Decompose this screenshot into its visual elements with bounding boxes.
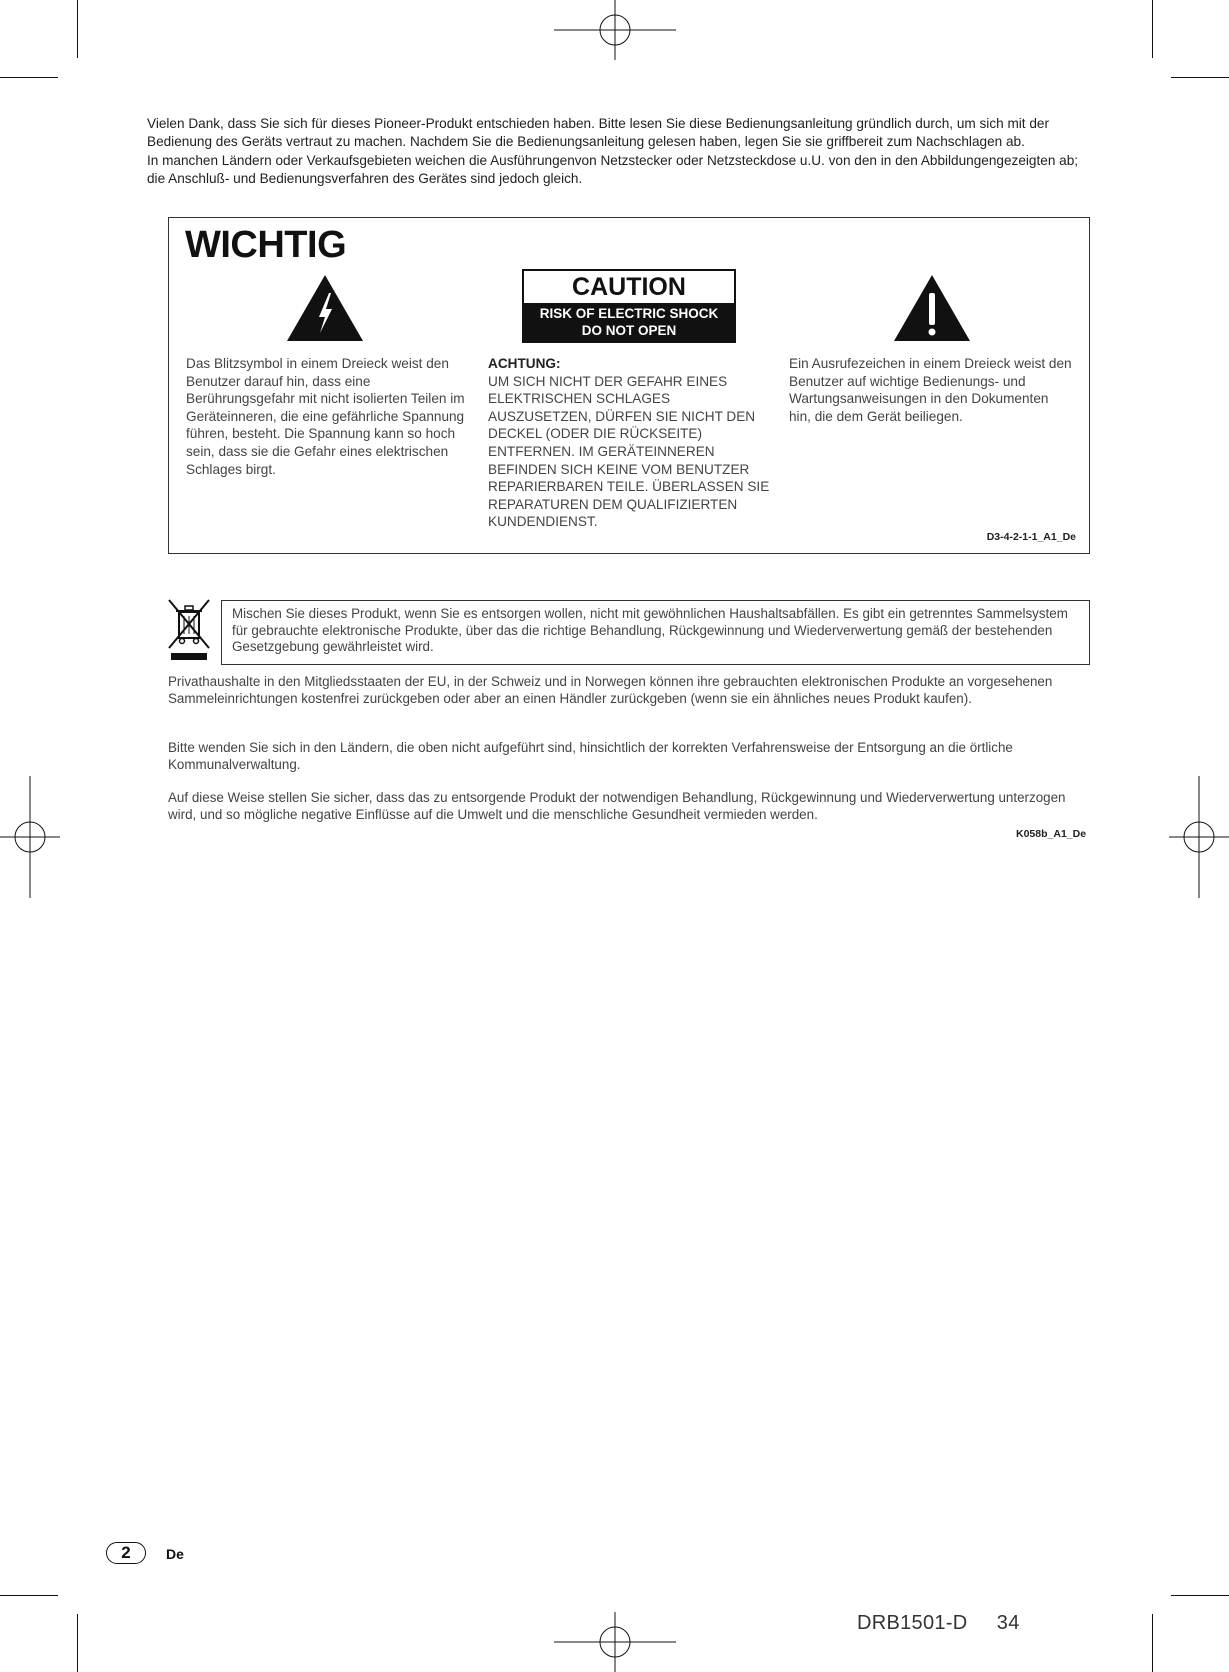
crop-mark bbox=[0, 1595, 58, 1596]
achtung-text: UM SICH NICHT DER GEFAHR EINES ELEKTRISCHEN SCHLAGES AUSZUSETZEN, DÜRFEN SIE NICHT DEN DECKEL (ODER DIE RÜCKSEITE) ENTFERNEN. IM GERÄTEINNEREN BEFINDEN SICH KEINE VOM BENUTZER REPARIERBAREN TEILE. ÜBERLASSEN SIE REPARATUREN DEM QUALIFIZIERTEN KUNDENDIENST. bbox=[488, 373, 770, 530]
disposal-paragraph-2: Bitte wenden Sie sich in den Ländern, die oben nicht aufgeführt sind, hinsichtlich der korrekten Verfahrensweise der Entsorgung an die örtliche Kommunalverwaltung. bbox=[168, 740, 1013, 772]
page-number: 2 bbox=[106, 1542, 146, 1564]
crop-mark bbox=[1152, 0, 1153, 58]
intro-paragraph-1: Vielen Dank, dass Sie sich für dieses Pioneer-Produkt entschieden haben. Bitte lesen Sie diese Bedienungsanleitung gründlich durch, um sich mit der Bedienung des Geräts vertraut zu machen. Nachdem Sie die Bedienungsanleitung gelesen haben, legen Sie sie griffbereit zum Nachschlagen ab. bbox=[147, 116, 1049, 150]
lightning-warning-icon bbox=[285, 273, 365, 343]
achtung-section bbox=[488, 355, 773, 531]
wichtig-title: WICHTIG bbox=[185, 224, 347, 266]
crop-mark bbox=[77, 1614, 78, 1672]
crop-mark bbox=[1171, 1595, 1229, 1596]
crop-mark bbox=[77, 0, 78, 58]
disposal-paragraph-1: Privathaushalte in den Mitgliedsstaaten der EU, in der Schweiz und in Norwegen können ihre gebrauchten elektronischen Produkte an vorgesehenen Sammeleinrichtungen kostenfrei zurückgeben oder aber an einen Händler zurückgeben (wenn sie ein ähnliches neues Produkt kaufen). bbox=[168, 674, 1053, 706]
crop-mark bbox=[1152, 1614, 1153, 1672]
disposal-paragraph-3: Auf diese Weise stellen Sie sicher, dass das zu entsorgende Produkt der notwendigen Behandlung, Rückgewinnung und Wiederverwertung unterzogen wird, und so mögliche negative Einflüsse auf die Umwelt und die menschliche Gesundheit vermieden werden. bbox=[168, 790, 1066, 822]
lightning-description: Das Blitzsymbol in einem Dreieck weist den Benutzer darauf hin, dass eine Berührungsgefahr mit nicht isolierten Teilen im Geräteinneren, die eine gefährliche Spannung führen, besteht. Die Spannung kann so hoch sein, dass sie die Gefahr eines elektrischen Schlages birgt. bbox=[186, 356, 465, 477]
caution-line-1: RISK OF ELECTRIC SHOCK bbox=[539, 306, 719, 321]
registration-mark-left bbox=[0, 776, 60, 898]
disposal-code: K058b_A1_De bbox=[1016, 828, 1087, 840]
achtung-heading: ACHTUNG: bbox=[488, 356, 561, 371]
crossed-bin-icon bbox=[166, 598, 212, 662]
caution-subtitle bbox=[524, 303, 734, 341]
crop-mark bbox=[0, 77, 58, 78]
exclamation-description: Ein Ausrufezeichen in einem Dreieck weist den Benutzer auf wichtige Bedienungs- und Wartungsanweisungen in den Dokumenten hin, die dem Gerät beiliegen. bbox=[789, 356, 1072, 424]
registration-mark-bottom bbox=[554, 1612, 676, 1672]
registration-mark-right bbox=[1169, 776, 1229, 898]
intro-text bbox=[147, 115, 1082, 189]
caution-label bbox=[522, 269, 736, 343]
wichtig-warning-box bbox=[168, 217, 1090, 554]
language-label: De bbox=[166, 1546, 184, 1562]
exclamation-warning-icon bbox=[892, 273, 972, 343]
crop-mark bbox=[1171, 77, 1229, 78]
intro-paragraph-2: In manchen Ländern oder Verkaufsgebieten weichen die Ausführungenvon Netzstecker oder Netzsteckdose u.U. von den in den Abbildungengezeigten ab; die Anschluß- und Bedienungsverfahren des Gerätes sind jedoch gleich. bbox=[147, 152, 1079, 187]
wichtig-code: D3-4-2-1-1_A1_De bbox=[986, 531, 1076, 543]
registration-mark-top bbox=[554, 0, 676, 60]
caution-title: CAUTION bbox=[572, 273, 686, 301]
document-code: DRB1501-D 34 bbox=[857, 1612, 1020, 1634]
disposal-notice-box: Mischen Sie dieses Produkt, wenn Sie es entsorgen wollen, nicht mit gewöhnlichen Haushaltsabfällen. Es gibt ein getrenntes Sammelsystem für gebrauchte elektronische Produkte, über das die richtige Behandlung, Rückgewinnung und Wiederverwertung gemäß der bestehenden Gesetzgebung gewährleistet wird. bbox=[221, 600, 1090, 665]
caution-line-2: DO NOT OPEN bbox=[581, 323, 677, 338]
